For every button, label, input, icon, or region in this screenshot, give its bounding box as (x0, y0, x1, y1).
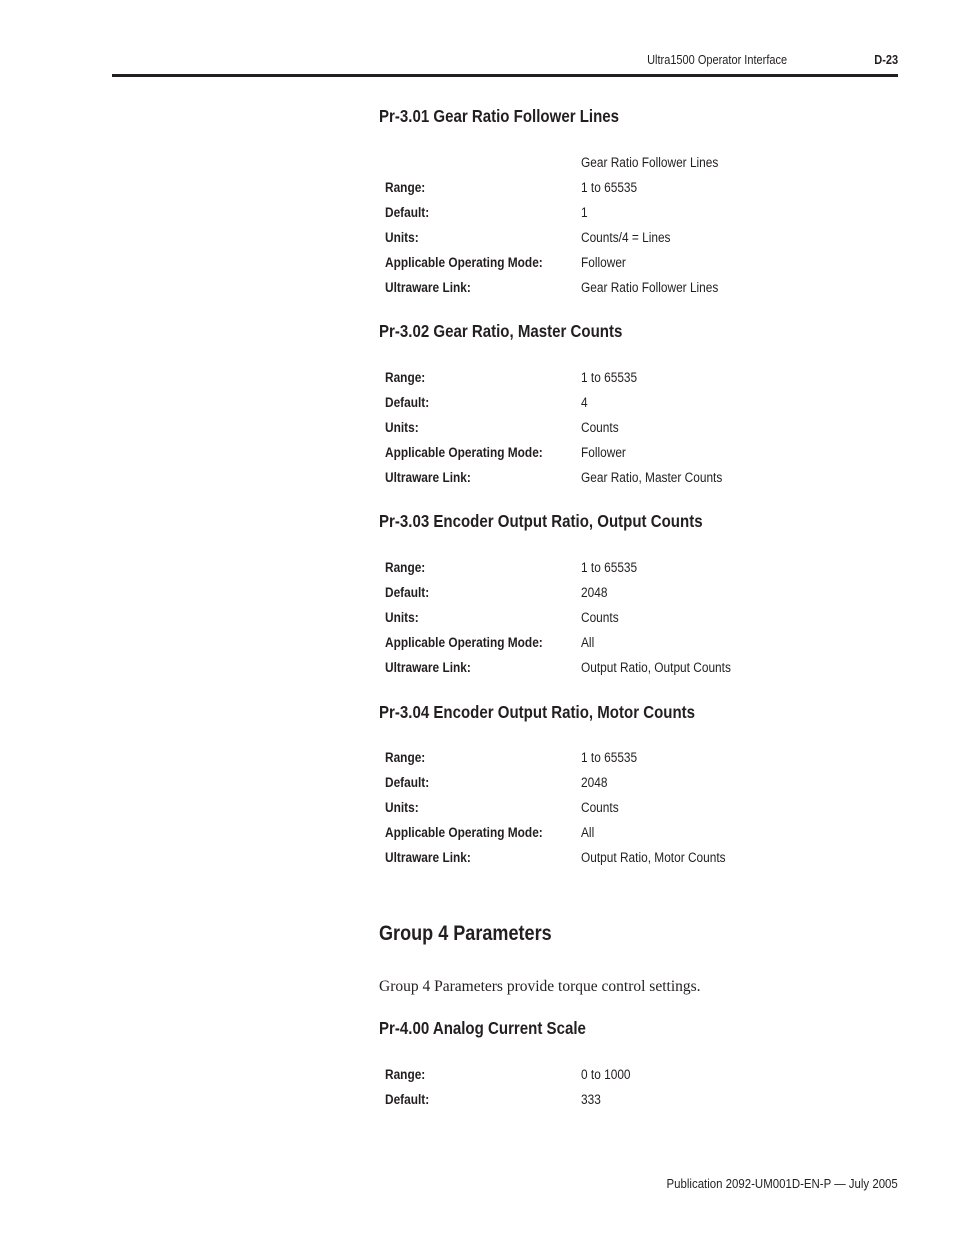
row-label: Range: (385, 560, 426, 575)
page-number: D-23 (874, 53, 898, 67)
group-intro-paragraph: Group 4 Parameters provide torque control settings. (379, 978, 701, 995)
row-value: Gear Ratio, Master Counts (581, 470, 723, 485)
table-row-link (379, 280, 859, 300)
row-label: Ultraware Link: (385, 470, 471, 485)
table-row-range (379, 750, 859, 770)
row-value: Follower (581, 445, 626, 460)
table-row-units (379, 610, 859, 630)
row-value: 333 (581, 1092, 601, 1107)
row-value: Counts (581, 420, 619, 435)
row-label: Range: (385, 370, 426, 385)
table-row-default (379, 585, 859, 605)
row-label: Default: (385, 1092, 430, 1107)
section-heading-pr-3-02: Pr-3.02 Gear Ratio, Master Counts (379, 321, 623, 341)
group-heading: Group 4 Parameters (379, 922, 552, 945)
row-label: Applicable Operating Mode: (385, 825, 543, 840)
row-value: 0 to 1000 (581, 1067, 631, 1082)
table-row-default (379, 775, 859, 795)
row-label: Default: (385, 395, 430, 410)
table-row-mode (379, 255, 859, 275)
row-value: All (581, 635, 595, 650)
section-heading-pr-3-01: Pr-3.01 Gear Ratio Follower Lines (379, 106, 620, 126)
row-label: Ultraware Link: (385, 850, 471, 865)
row-value: Counts (581, 610, 619, 625)
table-row-range (379, 1067, 859, 1087)
row-value: 2048 (581, 585, 608, 600)
row-value: Counts (581, 800, 619, 815)
table-row-units (379, 800, 859, 820)
table-row-default (379, 395, 859, 415)
row-value: 2048 (581, 775, 608, 790)
publication-footer: Publication 2092-UM001D-EN-P — July 2005 (666, 1176, 898, 1191)
row-label: Default: (385, 585, 430, 600)
row-value: Gear Ratio Follower Lines (581, 280, 719, 295)
running-header-title: Ultra1500 Operator Interface (646, 53, 787, 67)
row-label: Units: (385, 420, 419, 435)
table-row-range (379, 180, 859, 200)
row-label: Applicable Operating Mode: (385, 255, 543, 270)
header-rule (112, 74, 898, 77)
row-value: 1 (581, 205, 588, 220)
table-row-range (379, 560, 859, 580)
table-caption (379, 155, 859, 175)
row-value: 1 to 65535 (581, 750, 638, 765)
row-value: All (581, 825, 595, 840)
table-row-mode (379, 825, 859, 845)
table-row-units (379, 230, 859, 250)
row-value: Output Ratio, Motor Counts (581, 850, 726, 865)
row-value: 1 to 65535 (581, 560, 638, 575)
row-label: Range: (385, 750, 426, 765)
row-label: Default: (385, 205, 430, 220)
table-row-link (379, 470, 859, 490)
row-label: Ultraware Link: (385, 660, 471, 675)
row-value: 1 to 65535 (581, 180, 638, 195)
section-heading-pr-3-03: Pr-3.03 Encoder Output Ratio, Output Counts (379, 511, 703, 531)
table-row-link (379, 660, 859, 680)
row-value: 4 (581, 395, 588, 410)
row-label: Ultraware Link: (385, 280, 471, 295)
row-value: Output Ratio, Output Counts (581, 660, 731, 675)
running-header (112, 52, 898, 72)
row-label: Range: (385, 1067, 426, 1082)
row-label: Range: (385, 180, 426, 195)
table-row-mode (379, 445, 859, 465)
row-value: Follower (581, 255, 626, 270)
caption-value: Gear Ratio Follower Lines (581, 155, 719, 170)
table-row-units (379, 420, 859, 440)
table-row-mode (379, 635, 859, 655)
section-heading-pr-4-00: Pr-4.00 Analog Current Scale (379, 1018, 586, 1038)
row-label: Applicable Operating Mode: (385, 635, 543, 650)
row-value: 1 to 65535 (581, 370, 638, 385)
table-row-link (379, 850, 859, 870)
row-label: Applicable Operating Mode: (385, 445, 543, 460)
table-row-default (379, 205, 859, 225)
row-label: Units: (385, 230, 419, 245)
section-heading-pr-3-04: Pr-3.04 Encoder Output Ratio, Motor Counts (379, 702, 696, 722)
table-row-range (379, 370, 859, 390)
row-label: Default: (385, 775, 430, 790)
row-label: Units: (385, 610, 419, 625)
row-value: Counts/4 = Lines (581, 230, 671, 245)
row-label: Units: (385, 800, 419, 815)
table-row-default (379, 1092, 859, 1112)
